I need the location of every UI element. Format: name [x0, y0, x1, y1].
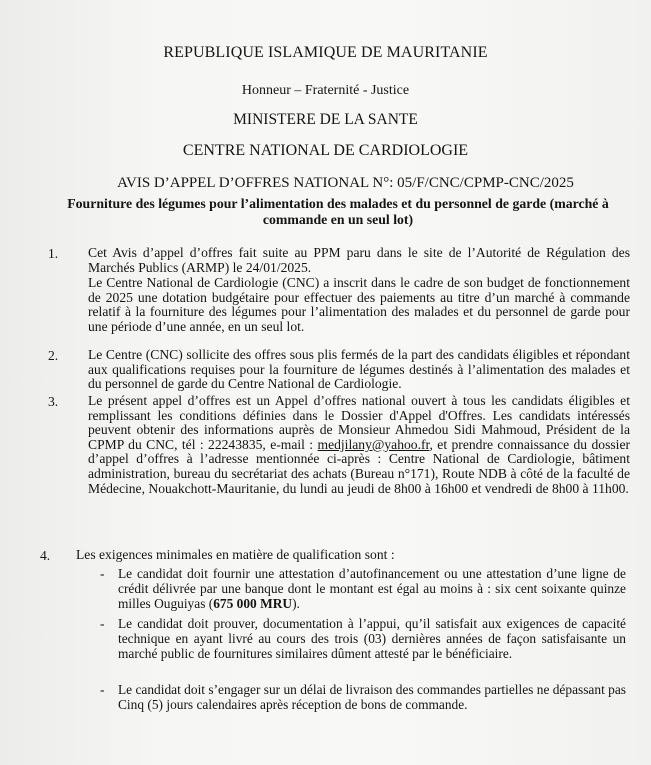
item-number: 2. — [48, 348, 59, 363]
item-number: 1. — [48, 246, 59, 261]
item-3-text-after-email: , et prendre connaissance du dossier d’appel d’offres à l’adresse mentionnée ci-après : Centre National de Cardiologie, bâtiment administration, bureau du secrétariat des achats (Bureau n°171), Route NDB à côté de la faculté de Médecine, Nouakchott-Mauritanie, du lundi au jeudi de 8h00 à 16h00 et vendredi de 8h00 à 11h00. — [88, 436, 631, 496]
republic-heading: REPUBLIQUE ISLAMIQUE DE MAURITANIE — [163, 44, 488, 61]
bullet-3-text: Le candidat doit s’engager sur un délai de livraison des commandes partielles ne dépassant pas Cinq (5) jours calendaires après réception de bons de commande. — [118, 682, 626, 712]
bullet-dash: - — [100, 566, 105, 581]
item-number: 4. — [40, 548, 51, 563]
item-2-paragraph: Le Centre (CNC) sollicite des offres sous plis fermés de la part des candidats éligibles et répondant aux qualifications requises pour la fourniture de légumes destinés à l’alimentation des malades et du personnel de garde du Centre National de Cardiologie. — [88, 347, 630, 392]
item-3-paragraph — [88, 394, 630, 496]
bullet-dash: - — [100, 682, 105, 697]
national-motto: Honneur – Fraternité - Justice — [241, 83, 410, 98]
ministry-heading: MINISTERE DE LA SANTE — [233, 111, 418, 128]
bullet-dash: - — [100, 616, 105, 631]
center-heading: CENTRE NATIONAL DE CARDIOLOGIE — [182, 142, 469, 159]
item-4-intro: Les exigences minimales en matière de qualification sont : — [76, 547, 395, 562]
bullet-1-text-part: Le candidat doit fournir une attestation d’autofinancement ou une attestation d’une ligne de crédit délivrée par une banque dont le montant est égal au moins à : six cent soixante quinze milles Ouguiyas ( — [118, 566, 626, 611]
item-1-paragraph-b: Le Centre National de Cardiologie (CNC) a inscrit dans le cadre de son budget de fonctionnement de 2025 une dotation budgétaire pour effectuer des paiements au titre d’un marché à commande relatif à la fourniture des légumes pour l’alimentation des malades et du personnel de garde pour une période d’une année, en un seul lot. — [88, 275, 630, 334]
item-1-paragraph-a: Cet Avis d’appel d’offres fait suite au PPM paru dans le site de l’Autorité de Régulation des Marchés Publics (ARMP) le 24/01/2025. — [88, 245, 630, 275]
bullet-1-text-end: ). — [292, 596, 300, 611]
notice-title: AVIS D’APPEL D’OFFRES NATIONAL N°: 05/F/CNC/CPMP-CNC/2025 — [117, 175, 574, 191]
tender-subject: Fourniture des légumes pour l’alimentation des malades et du personnel de garde (marché à commande en un seul lot) — [67, 196, 609, 227]
bullet-2-text: Le candidat doit prouver, documentation à l’appui, qu’il satisfait aux exigences de capacité technique en ayant livré au cours des trois (03) dernières années de façon satisfaisante un marché public de fournitures similaires dûment attesté par le bénéficiaire. — [118, 616, 626, 661]
required-amount: 675 000 MRU — [213, 596, 293, 611]
item-number: 3. — [48, 394, 59, 409]
bullet-1-text — [118, 566, 626, 611]
item-3-text-before-email: Le présent appel d’offres est un Appel d’offres national ouvert à tous les candidats éligibles et remplissant les conditions définies dans le Dossier d'Appel d'Offres. Les candidats intéressés peuvent obtenir des informations auprès de Monsieur Ahmedou Sidi Mahmoud, Président de la CPMP du CNC, tél : 22243835, e-mail : — [88, 393, 630, 452]
contact-email-link[interactable]: medjilany@yahoo.fr — [317, 436, 430, 452]
